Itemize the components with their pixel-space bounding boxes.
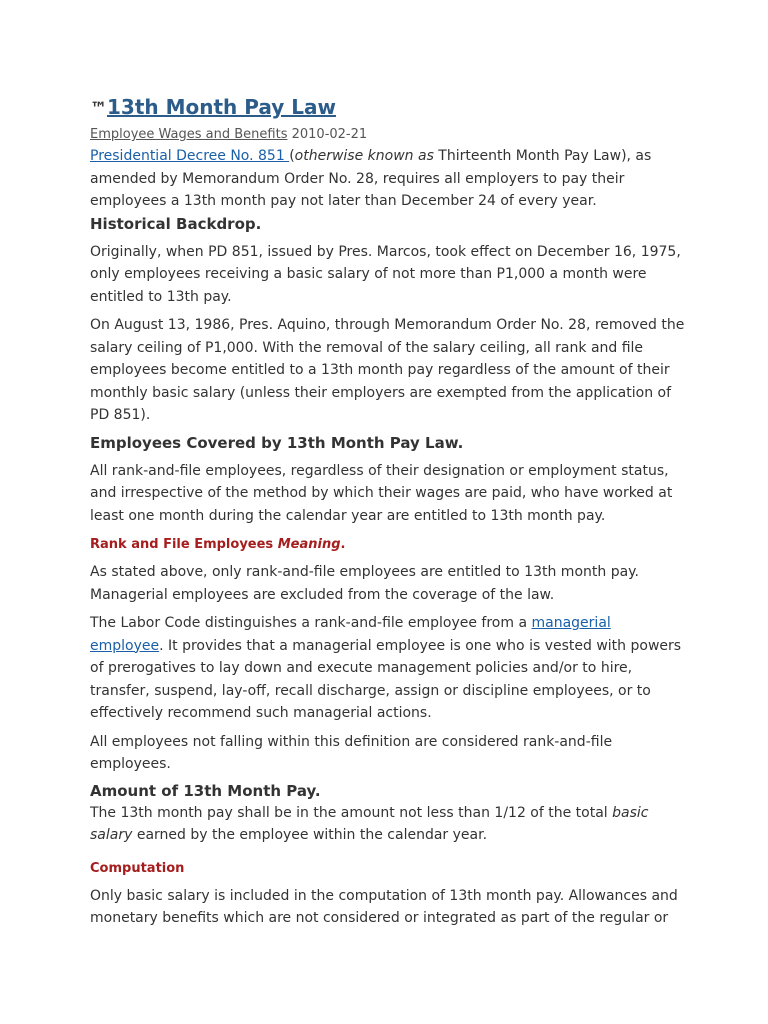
covered-paragraph (90, 460, 690, 528)
text-italic: basic (612, 804, 649, 821)
heading-employees-covered: Employees Covered by 13th Month Pay Law. (90, 433, 464, 452)
intro-line-2: amended by Memorandum Order No. 28, requires all employers to pay their (90, 170, 625, 187)
managerial-employee-link[interactable]: managerial (531, 615, 611, 631)
text-fragment: The Labor Code distinguishes a rank-and-file employee from a (90, 615, 532, 631)
managerial-employee-link-cont[interactable]: employee (90, 637, 160, 654)
text-line: As stated above, only rank-and-file employees are entitled to 13th month pay. (90, 564, 639, 580)
post-date: 2010-02-21 (291, 127, 368, 142)
text-italic: salary (90, 827, 133, 843)
text-line: monetary benefits which are not considered or integrated as part of the regular or (90, 910, 669, 926)
text-line: employees become entitled to a 13th month pay regardless of the amount of their (90, 362, 670, 378)
text-line: transfer, suspend, lay-off, recall discharge, assign or discipline employees, or to (90, 682, 651, 699)
text-line: PD 851). (90, 407, 151, 423)
text-line: and irrespective of the method by which their wages are paid, who have worked at (90, 485, 673, 501)
heading-period: . (340, 537, 346, 552)
text-line: Originally, when PD 851, issued by Pres. Marcos, took effect on December 16, 1975, (90, 243, 681, 260)
text-line: monthly basic salary (unless their employers are exempted from the application of (90, 384, 672, 401)
text-line: All rank-and-file employees, regardless of their designation or employment status, (90, 462, 669, 479)
text-line: least one month during the calendar year are entitled to 13th month pay. (90, 507, 606, 524)
article-meta (90, 126, 690, 143)
text-line: entitled to 13th pay. (90, 288, 232, 305)
text-fragment: The 13th month pay shall be in the amount not less than 1/12 of the total (90, 804, 613, 821)
rank-file-paragraph-1 (90, 561, 690, 606)
heading-computation: Computation (90, 860, 185, 876)
text-line: Only basic salary is included in the computation of 13th month pay. Allowances and (90, 887, 678, 904)
text-line: All employees not falling within this definition are considered rank-and-file (90, 733, 613, 750)
text-line: only employees receiving a basic salary of not more than P1,000 a month were (90, 266, 647, 282)
rank-file-paragraph-2 (90, 612, 690, 725)
intro-paren: ( (289, 148, 295, 164)
historical-paragraph-1 (90, 241, 690, 309)
intro-line-1 (90, 148, 651, 164)
text-line: effectively recommend such managerial actions. (90, 705, 432, 721)
text-line (90, 805, 649, 821)
rank-file-paragraph-3 (90, 731, 690, 776)
text-line (90, 638, 681, 654)
historical-paragraph-2 (90, 314, 690, 427)
intro-line-3: employees a 13th month pay not later than December 24 of every year. (90, 193, 597, 209)
text-fragment: earned by the employee within the calendar year. (132, 827, 488, 843)
trademark-symbol: ™ (90, 99, 107, 119)
heading-italic: Meaning (277, 537, 341, 552)
page-title (90, 94, 690, 120)
text-line: Managerial employees are excluded from the coverage of the law. (90, 586, 555, 603)
intro-rest: Thirteenth Month Pay Law), as (433, 148, 652, 164)
text-line: employees. (90, 756, 171, 772)
text-line: salary ceiling of P1,000. With the removal of the salary ceiling, all rank and file (90, 339, 644, 356)
heading-rank-and-file-meaning (90, 535, 690, 555)
intro-italic: otherwise known as (294, 148, 434, 164)
text-line (90, 827, 487, 843)
text-line: On August 13, 1986, Pres. Aquino, through Memorandum Order No. 28, removed the (90, 317, 685, 333)
intro-paragraph (90, 145, 690, 213)
text-fragment: . It provides that a managerial employee is one who is vested with powers (159, 637, 682, 654)
title-link[interactable]: 13th Month Pay Law (107, 95, 336, 119)
heading-amount-of-13th-month-pay: Amount of 13th Month Pay. (90, 781, 321, 800)
article (90, 94, 690, 930)
presidential-decree-link[interactable]: Presidential Decree No. 851 (90, 148, 290, 164)
category-link[interactable]: Employee Wages and Benefits (90, 127, 288, 142)
computation-paragraph (90, 885, 690, 930)
text-line: of prerogatives to lay down and execute management policies and/or to hire, (90, 660, 633, 676)
text-line (90, 615, 611, 631)
heading-historical-backdrop: Historical Backdrop. (90, 214, 262, 233)
amount-paragraph (90, 802, 690, 847)
heading-text: Rank and File Employees (90, 537, 278, 552)
